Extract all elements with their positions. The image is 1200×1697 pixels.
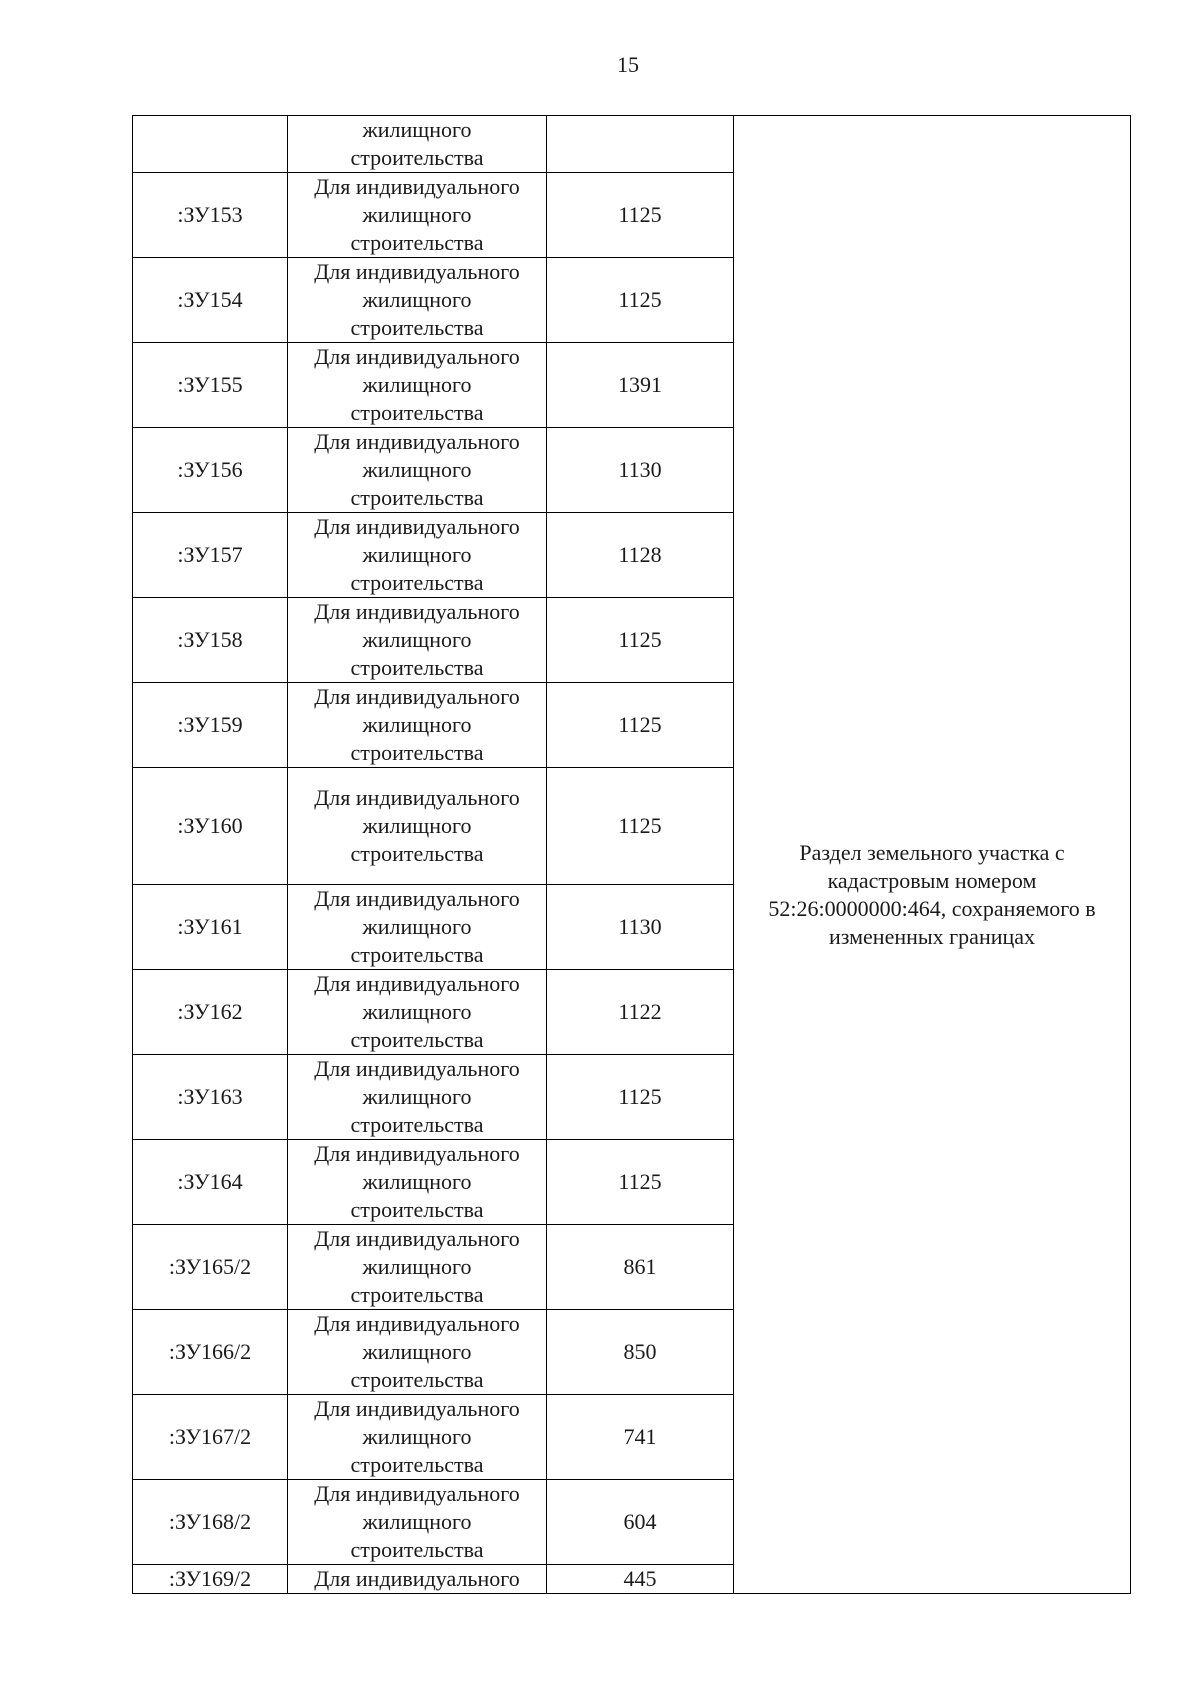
parcels-table [132, 115, 1131, 1594]
area-cell: 1125 [547, 768, 734, 885]
parcel-id-cell: :ЗУ155 [133, 343, 288, 428]
land-use-cell: Для индивидуального жилищного строительства [288, 1055, 547, 1140]
area-cell: 1125 [547, 1055, 734, 1140]
land-use-cell: Для индивидуального жилищного строительства [288, 885, 547, 970]
area-cell: 1125 [547, 258, 734, 343]
area-cell: 1130 [547, 428, 734, 513]
page-number: 15 [617, 52, 639, 77]
land-use-cell: Для индивидуального жилищного строительства [288, 258, 547, 343]
area-cell: 445 [547, 1565, 734, 1594]
area-cell: 1130 [547, 885, 734, 970]
parcel-id-cell: :ЗУ166/2 [133, 1310, 288, 1395]
land-use-cell: Для индивидуального жилищного строительства [288, 428, 547, 513]
land-use-cell: Для индивидуального жилищного строительства [288, 768, 547, 885]
land-use-cell: Для индивидуального жилищного строительства [288, 1310, 547, 1395]
area-cell: 1391 [547, 343, 734, 428]
area-cell: 850 [547, 1310, 734, 1395]
parcel-id-cell: :ЗУ162 [133, 970, 288, 1055]
parcel-id-cell: :ЗУ169/2 [133, 1565, 288, 1594]
land-use-cell: Для индивидуального жилищного строительства [288, 683, 547, 768]
parcel-id-cell: :ЗУ159 [133, 683, 288, 768]
parcel-id-cell: :ЗУ153 [133, 173, 288, 258]
land-use-cell: Для индивидуального жилищного строительства [288, 513, 547, 598]
land-use-cell: Для индивидуального жилищного строительства [288, 1395, 547, 1480]
parcel-id-cell: :ЗУ158 [133, 598, 288, 683]
parcel-id-cell: :ЗУ167/2 [133, 1395, 288, 1480]
land-use-cell: Для индивидуального жилищного строительства [288, 173, 547, 258]
area-cell: 1122 [547, 970, 734, 1055]
land-use-cell: Для индивидуального жилищного строительства [288, 343, 547, 428]
parcel-id-cell: :ЗУ157 [133, 513, 288, 598]
land-use-cell: Для индивидуального жилищного строительства [288, 1225, 547, 1310]
parcel-id-cell: :ЗУ160 [133, 768, 288, 885]
area-cell: 741 [547, 1395, 734, 1480]
parcel-id-cell: :ЗУ163 [133, 1055, 288, 1140]
note-cell [734, 116, 1131, 1594]
parcel-id-cell: :ЗУ165/2 [133, 1225, 288, 1310]
area-cell: 1125 [547, 598, 734, 683]
area-cell: 1125 [547, 1140, 734, 1225]
area-cell: 861 [547, 1225, 734, 1310]
area-cell: 1125 [547, 683, 734, 768]
parcel-id-cell: :ЗУ154 [133, 258, 288, 343]
parcels-table-body [133, 116, 1131, 1594]
parcel-id-cell: :ЗУ156 [133, 428, 288, 513]
land-use-cell: Для индивидуального жилищного строительства [288, 598, 547, 683]
parcel-id-cell: :ЗУ164 [133, 1140, 288, 1225]
area-cell [547, 116, 734, 173]
area-cell: 1128 [547, 513, 734, 598]
table-row-continuation [133, 116, 1131, 173]
parcel-id-cell: :ЗУ168/2 [133, 1480, 288, 1565]
land-use-cell: жилищного строительства [288, 116, 547, 173]
note-text: Раздел земельного участка с кадастровым номером 52:26:0000000:464, сохраняемого в измененных границах [768, 839, 1096, 949]
land-use-cell: Для индивидуального жилищного строительства [288, 1480, 547, 1565]
area-cell: 1125 [547, 173, 734, 258]
area-cell: 604 [547, 1480, 734, 1565]
land-use-cell: Для индивидуального жилищного строительства [288, 970, 547, 1055]
land-use-cell: Для индивидуального [288, 1565, 547, 1594]
parcel-id-cell [133, 116, 288, 173]
land-use-cell: Для индивидуального жилищного строительства [288, 1140, 547, 1225]
parcel-id-cell: :ЗУ161 [133, 885, 288, 970]
